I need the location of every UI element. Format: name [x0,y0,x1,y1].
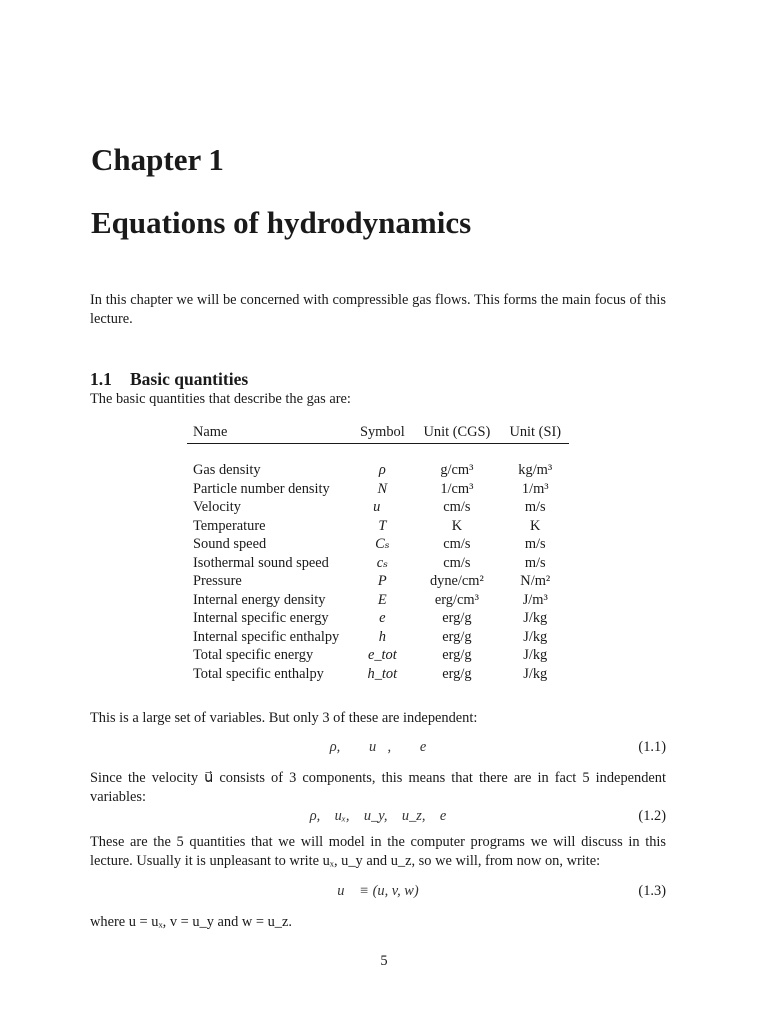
equation-1-2 [90,806,666,826]
equation-number: (1.1) [638,739,666,755]
page-number: 5 [380,953,388,969]
cell-unit-si: m/s [524,536,546,552]
section-number: 1.1 [90,369,112,389]
cell-name: Particle number density [193,480,330,497]
table-row [187,554,569,573]
header-unit-si: Unit (SI) [502,421,570,444]
cell-unit-si: J/kg [523,628,548,645]
equation-number: (1.2) [638,808,666,824]
table-row [187,609,569,628]
cell-unit-si: J/kg [523,610,548,626]
cell-name: Internal specific energy [193,610,329,626]
cell-symbol: N [377,480,388,497]
paragraph-quantities: These are the 5 quantities that we will model in the computer programs we will discuss in this lecture. Usually it is unpleasant to write uₓ, u_y and u_z, so we will, from now on, write: [90,834,666,869]
equation-number: (1.3) [638,883,666,899]
cell-unit-cgs: erg/cm³ [434,591,479,608]
table-row [187,665,569,684]
table-row [187,535,569,554]
cell-symbol: ρ [378,462,386,478]
cell-unit-si: m/s [524,499,546,515]
paragraph-independent: This is a large set of variables. But only 3 of these are independent: [90,710,478,726]
chapter-title: Equations of hydrodynamics [91,205,472,240]
equation-1-1 [90,737,666,757]
chapter-label: Chapter 1 [91,142,224,177]
intro-paragraph: In this chapter we will be concerned with compressible gas flows. This forms the main focus of this lecture. [90,292,666,327]
table-row [187,591,569,610]
header-name: Name [187,421,352,444]
cell-unit-cgs: cm/s [443,536,471,552]
cell-unit-cgs: erg/g [442,628,472,645]
cell-symbol: h_tot [367,665,398,682]
cell-symbol: Cₛ [375,536,390,552]
table-row [187,480,569,499]
cell-unit-cgs: K [451,517,463,534]
cell-unit-cgs: 1/cm³ [440,480,474,497]
cell-unit-cgs: dyne/cm² [429,573,484,589]
table-row [187,646,569,665]
cell-unit-si: kg/m³ [518,462,553,478]
table-row [187,498,569,517]
cell-symbol: E [377,591,387,608]
equation-body: ρ, u⃗, e [329,739,427,755]
section-heading [90,368,248,390]
cell-symbol: e [379,610,386,626]
paragraph-where: where u = uₓ, v = u_y and w = u_z. [90,914,292,930]
cell-name: Temperature [193,517,266,534]
section-title: Basic quantities [130,369,249,389]
paragraph-velocity: Since the velocity u⃗ consists of 3 components, this means that there are in fact 5 independent variables: [90,770,666,805]
table-row [187,517,569,536]
cell-name: Internal specific enthalpy [193,628,340,645]
cell-unit-cgs: cm/s [443,499,471,515]
cell-name: Internal energy density [193,591,326,608]
cell-unit-cgs: cm/s [443,554,471,571]
cell-unit-cgs: g/cm³ [440,462,474,478]
cell-name: Pressure [193,573,242,589]
cell-unit-cgs: erg/g [442,610,472,626]
cell-name: Total specific energy [193,647,314,663]
cell-name: Isothermal sound speed [193,554,329,571]
cell-name: Total specific enthalpy [193,665,324,682]
equation-body: u⃗ ≡ (u, v, w) [337,883,419,899]
cell-unit-si: m/s [524,554,546,571]
cell-unit-si: J/m³ [522,591,548,608]
table-row [187,572,569,591]
table-row [187,461,569,480]
cell-unit-si: J/kg [523,665,548,682]
cell-unit-si: 1/m³ [521,480,549,497]
quantities-table [187,421,569,683]
equation-body: ρ, uₓ, u_y, u_z, e [309,808,447,824]
cell-unit-si: J/kg [523,647,548,663]
cell-unit-cgs: erg/g [442,647,472,663]
cell-name: Gas density [193,462,261,478]
table-header-row [187,421,569,444]
cell-symbol: h [378,628,386,645]
cell-name: Sound speed [193,536,267,552]
cell-symbol: P [377,573,387,589]
cell-symbol: e_tot [367,647,397,663]
cell-symbol: T [378,517,387,534]
equation-1-3 [90,881,666,901]
cell-unit-si: N/m² [520,573,551,589]
table-row [187,628,569,647]
cell-symbol: u⃗ [373,499,392,515]
cell-unit-si: K [530,517,541,534]
section-lead: The basic quantities that describe the gas are: [90,391,351,407]
cell-name: Velocity [193,499,241,515]
header-unit-cgs: Unit (CGS) [412,421,501,444]
cell-unit-cgs: erg/g [442,665,472,682]
header-symbol: Symbol [352,421,412,444]
cell-symbol: cₛ [376,554,388,571]
